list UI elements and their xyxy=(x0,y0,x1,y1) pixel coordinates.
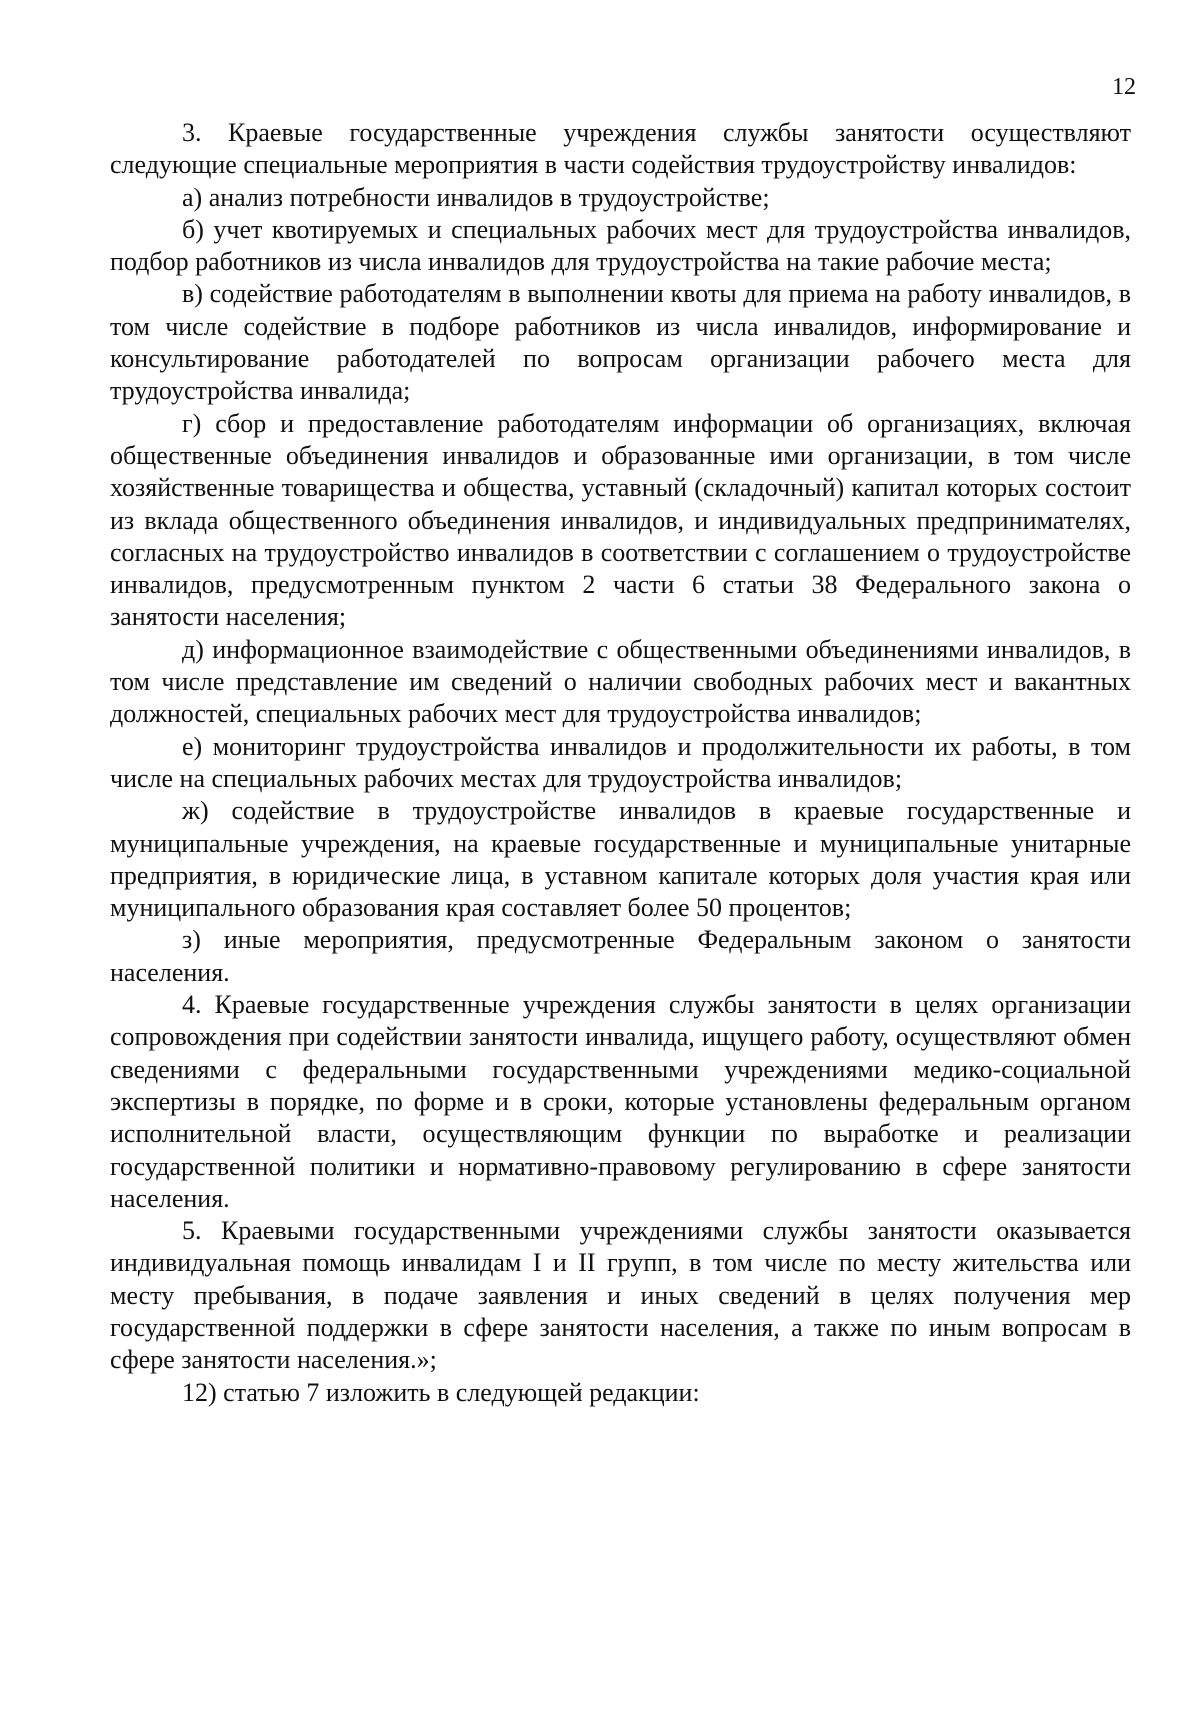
paragraph-subitem-zh: ж) содействие в трудоустройстве инвалидов в краевые государственные и муниципальные учреждения, на краевые государственные и муниципальные унитарные предприятия, в юридические лица, в уставном капитале которых доля участия края или муниципального образования края составляет более 50 процентов; xyxy=(110,796,1131,923)
paragraph-subitem-b: б) учет квотируемых и специальных рабочих мест для трудоустройства инвалидов, подбор работников из числа инвалидов для трудоустройства на такие рабочие места; xyxy=(110,214,1131,277)
paragraph-subitem-e: е) мониторинг трудоустройства инвалидов и продолжительности их работы, в том числе на специальных рабочих местах для трудоустройства инвалидов; xyxy=(110,731,1131,793)
paragraph-item-5: 5. Краевыми государственными учреждениями службы занятости оказывается индивидуальная помощь инвалидам I и II групп, в том числе по месту жительства или месту пребывания, в подаче заявления и иных сведений в целях получения мер государственной поддержки в сфере занятости населения, а также по иным вопросам в сфере занятости населения.»; xyxy=(110,1216,1131,1375)
paragraph-item-12: 12) статью 7 изложить в следующей редакции: xyxy=(182,1377,700,1407)
paragraph-subitem-g: г) сбор и предоставление работодателям информации об организациях, включая общественные объединения инвалидов и образованные ими организации, в том числе хозяйственные товарищества и общества, уставный (складочный) капитал которых состоит из вклада общественного объединения инвалидов, и индивидуальных предпринимателях, согласных на трудоустройство инвалидов в соответствии с соглашением о трудоустройстве инвалидов, предусмотренным пунктом 2 части 6 статьи 38 Федерального закона о занятости населения; xyxy=(110,408,1131,632)
paragraph-subitem-d: д) информационное взаимодействие с общественными объединениями инвалидов, в том числе представление им сведений о наличии свободных рабочих мест и вакантных должностей, специальных рабочих мест для трудоустройства инвалидов; xyxy=(110,634,1131,729)
paragraph-subitem-v: в) содействие работодателям в выполнении квоты для приема на работу инвалидов, в том числе содействие в подборе работников из числа инвалидов, информирование и консультирование работодателей по вопросам организации рабочего места для трудоустройства инвалида; xyxy=(110,279,1131,406)
document-body xyxy=(110,117,1131,1409)
paragraph-item-4: 4. Краевые государственные учреждения службы занятости в целях организации сопровождения при содействии занятости инвалида, ищущего работу, осуществляют обмен сведениями с федеральными государственными учреждениями медико-социальной экспертизы в порядке, по форме и в сроки, которые установлены федеральным органом исполнительной власти, осуществляющим функции по выработке и реализации государственной политики и нормативно-правовому регулированию в сфере занятости населения. xyxy=(110,990,1131,1213)
paragraph-item-3: 3. Краевые государственные учреждения службы занятости осуществляют следующие специальные мероприятия в части содействия трудоустройству инвалидов: xyxy=(110,118,1131,180)
paragraph-subitem-z: з) иные мероприятия, предусмотренные Федеральным законом о занятости населения. xyxy=(110,925,1131,987)
page-number: 12 xyxy=(1112,74,1136,100)
paragraph-subitem-a: а) анализ потребности инвалидов в трудоустройстве; xyxy=(182,182,770,212)
